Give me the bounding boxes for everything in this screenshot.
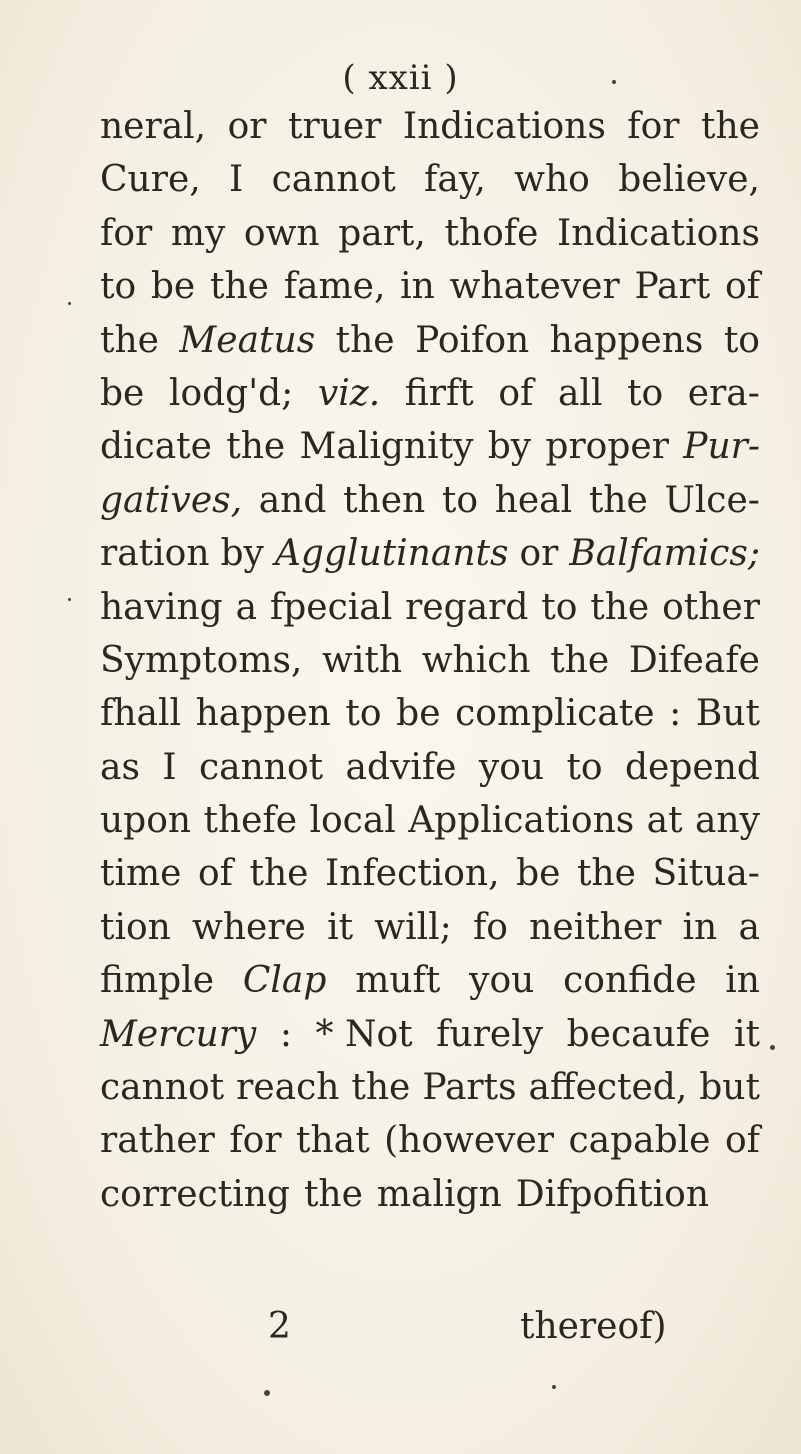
word: fpecial: [269, 586, 393, 628]
word: Agglutinants: [274, 533, 509, 575]
word: fame,: [283, 266, 386, 308]
text-line: [100, 260, 760, 313]
ink-speck: [612, 80, 616, 84]
text-line: [100, 367, 760, 420]
word: at: [646, 800, 683, 842]
word: regard: [405, 586, 529, 628]
word: Ulce-: [664, 479, 760, 521]
text-line: [100, 794, 760, 847]
text-line: [100, 153, 760, 206]
word: Symptoms,: [100, 639, 303, 681]
text-line: [100, 847, 760, 900]
word: the: [303, 1173, 363, 1215]
word: to: [441, 479, 479, 521]
word: local: [309, 800, 396, 842]
word: fimple: [100, 960, 215, 1002]
word: own: [243, 212, 320, 254]
word: upon: [100, 800, 192, 842]
word: to: [100, 266, 137, 308]
ink-speck: [770, 1045, 775, 1050]
word: becaufe: [566, 1013, 711, 1055]
signature-mark: 2: [268, 1306, 291, 1347]
word: the: [100, 319, 159, 361]
word: you: [469, 960, 535, 1002]
word: by: [487, 426, 532, 468]
word: be: [516, 853, 561, 895]
text-line: [100, 634, 760, 687]
word: correcting: [100, 1173, 290, 1215]
word: or: [519, 533, 559, 575]
word: who: [514, 159, 590, 201]
word: the: [590, 586, 650, 628]
word: in: [725, 960, 760, 1002]
word: the: [226, 426, 286, 468]
word: confide: [563, 960, 697, 1002]
body-text: [100, 100, 760, 1221]
word: I: [229, 159, 244, 201]
word: :: [279, 1013, 292, 1055]
word: in: [682, 906, 718, 948]
word: of: [724, 266, 760, 308]
word: it: [734, 1013, 760, 1055]
word: firft: [404, 372, 474, 414]
word: affected,: [528, 1067, 688, 1109]
word: will;: [374, 906, 452, 948]
word: Applications: [408, 800, 635, 842]
ink-speck: [68, 598, 71, 601]
word: viz.: [317, 372, 381, 414]
text-line: [100, 581, 760, 634]
text-line: [100, 1008, 760, 1061]
text-line: [100, 420, 760, 473]
ink-speck: [264, 1390, 270, 1396]
word: to: [566, 746, 603, 788]
word: neral,: [100, 106, 207, 147]
word: then: [343, 479, 426, 521]
ink-speck: [68, 302, 71, 305]
word: :: [669, 693, 682, 735]
word: tion: [100, 906, 171, 948]
word: I: [162, 746, 177, 788]
word: the: [576, 853, 636, 895]
word: muft: [355, 960, 441, 1002]
word: whatever: [449, 266, 620, 308]
word: for: [229, 1120, 282, 1162]
word: happen: [195, 693, 331, 735]
text-line: [100, 1168, 760, 1221]
word: truer: [288, 106, 382, 147]
word: all: [557, 372, 603, 414]
word: be: [150, 266, 196, 308]
word: which: [421, 639, 531, 681]
word: heal: [494, 479, 573, 521]
word: the: [335, 319, 395, 361]
word: be: [100, 372, 145, 414]
word: to: [627, 372, 664, 414]
word: the: [701, 106, 760, 147]
word: and: [258, 479, 327, 521]
text-line: [100, 314, 760, 367]
word: reach: [236, 1067, 340, 1109]
word: dicate: [100, 426, 212, 468]
word: the: [210, 266, 269, 308]
word: ration: [100, 533, 210, 575]
word: having: [100, 586, 223, 628]
text-line: [100, 1114, 760, 1167]
word: the: [351, 1067, 411, 1109]
word: Difpofition: [515, 1173, 710, 1215]
word: Cure,: [100, 159, 201, 201]
text-line: [100, 100, 760, 153]
word: for: [100, 212, 153, 254]
word: Difeafe: [628, 639, 760, 681]
word: cannot: [198, 746, 324, 788]
word: advife: [345, 746, 457, 788]
word: my: [170, 212, 226, 254]
word: Indications: [402, 106, 606, 147]
text-line: [100, 207, 760, 260]
word: But: [695, 693, 760, 735]
page-number: ( xxii ): [342, 58, 459, 98]
word: Pur-: [683, 426, 760, 468]
word: time: [100, 853, 182, 895]
word: Mercury: [100, 1013, 257, 1055]
text-line: [100, 1061, 760, 1114]
word: cannot: [271, 159, 396, 201]
text-line: [100, 741, 760, 794]
word: Poifon: [415, 319, 530, 361]
word: Meatus: [179, 319, 316, 361]
word: by: [220, 533, 264, 575]
word: Clap: [242, 960, 327, 1002]
text-line: [100, 687, 760, 740]
word: Balfamics;: [569, 533, 760, 575]
page-footer: [0, 1300, 801, 1353]
word: any: [694, 800, 760, 842]
ink-speck: [552, 1385, 556, 1389]
word: or: [227, 106, 267, 147]
word: the: [588, 479, 648, 521]
word: happens: [549, 319, 704, 361]
word: that: [296, 1120, 370, 1162]
word: to: [723, 319, 760, 361]
word: for: [627, 106, 680, 147]
word: the: [249, 853, 309, 895]
word: complicate: [455, 693, 655, 735]
word: to: [541, 586, 578, 628]
word: of: [724, 1120, 760, 1162]
word: Parts: [422, 1067, 517, 1109]
word: it: [327, 906, 354, 948]
word: Infection,: [325, 853, 500, 895]
word: * Not: [315, 1013, 413, 1055]
word: a: [235, 586, 258, 628]
word: where: [192, 906, 306, 948]
word: gatives,: [100, 479, 243, 521]
word: the: [550, 639, 610, 681]
text-line: [100, 901, 760, 954]
word: in: [400, 266, 435, 308]
word: capable: [568, 1120, 711, 1162]
word: of: [197, 853, 233, 895]
word: thofe: [444, 212, 539, 254]
word: fhall: [100, 693, 181, 735]
word: (however: [384, 1120, 554, 1162]
word: era-: [687, 372, 760, 414]
word: to: [345, 693, 382, 735]
word: Indications: [557, 212, 760, 254]
word: as: [100, 746, 140, 788]
text-line: [100, 527, 760, 580]
word: malign: [376, 1173, 502, 1215]
catchword: thereof): [520, 1306, 667, 1347]
word: a: [738, 906, 760, 948]
word: depend: [625, 746, 760, 788]
word: part,: [338, 212, 426, 254]
word: be: [396, 693, 441, 735]
word: lodg'd;: [168, 372, 294, 414]
word: furely: [436, 1013, 544, 1055]
word: cannot: [100, 1067, 225, 1109]
word: other: [662, 586, 760, 628]
word: fay,: [424, 159, 486, 201]
word: thefe: [203, 800, 298, 842]
word: proper: [545, 426, 669, 468]
word: you: [478, 746, 545, 788]
word: fo: [472, 906, 508, 948]
text-line: [100, 474, 760, 527]
word: Malignity: [299, 426, 474, 468]
text-line: [100, 954, 760, 1007]
word: with: [322, 639, 403, 681]
word: neither: [529, 906, 662, 948]
word: Part: [634, 266, 711, 308]
word: believe,: [618, 159, 760, 201]
word: of: [498, 372, 534, 414]
word: Situa-: [652, 853, 760, 895]
word: but: [699, 1067, 760, 1109]
word: rather: [100, 1120, 215, 1162]
